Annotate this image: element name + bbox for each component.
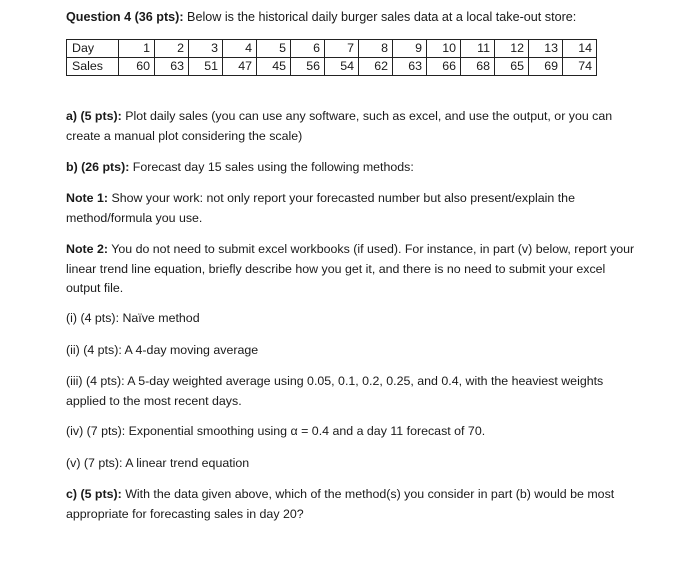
- table-cell: 5: [257, 40, 291, 58]
- part-a-label: a) (5 pts):: [66, 109, 122, 123]
- table-cell: 7: [325, 40, 359, 58]
- part-a-line2: create a manual plot considering the scale): [66, 128, 303, 143]
- method-iii: [66, 372, 656, 411]
- table-row-header: Sales: [67, 58, 119, 76]
- table-row-header: Day: [67, 40, 119, 58]
- table-cell: 66: [427, 58, 461, 76]
- table-cell: 10: [427, 40, 461, 58]
- table-cell: 8: [359, 40, 393, 58]
- method-v: [66, 454, 656, 474]
- table-cell: 6: [291, 40, 325, 58]
- part-c: [66, 485, 656, 524]
- part-c-line2: appropriate for forecasting sales in day 20?: [66, 506, 304, 521]
- note-1-label: Note 1:: [66, 191, 108, 205]
- table-cell: 45: [257, 58, 291, 76]
- part-b: [66, 158, 656, 178]
- method-i: [66, 309, 656, 329]
- part-c-line1: With the data given above, which of the method(s) you consider in part (b) would be most: [121, 487, 615, 501]
- method-v-text: (v) (7 pts): A linear trend equation: [66, 456, 250, 470]
- table-cell: 1: [119, 40, 155, 58]
- part-b-text: Forecast day 15 sales using the following methods:: [129, 160, 414, 174]
- note-2-line1: You do not need to submit excel workbooks (if used). For instance, in part (v) below, report your: [108, 242, 635, 256]
- table-cell: 63: [393, 58, 427, 76]
- note-2-label: Note 2:: [66, 242, 108, 256]
- table-row-sales: [67, 58, 597, 76]
- method-iii-line1: (iii) (4 pts): A 5-day weighted average using 0.05, 0.1, 0.2, 0.25, and 0.4, with the heaviest weights: [66, 374, 604, 388]
- table-cell: 56: [291, 58, 325, 76]
- table-cell: 13: [529, 40, 563, 58]
- table-cell: 65: [495, 58, 529, 76]
- method-i-text: (i) (4 pts): Naïve method: [66, 311, 200, 325]
- table-cell: 11: [461, 40, 495, 58]
- part-b-label: b) (26 pts):: [66, 160, 130, 174]
- table-cell: 60: [119, 58, 155, 76]
- method-iii-line2: applied to the most recent days.: [66, 393, 242, 408]
- table-cell: 74: [563, 58, 597, 76]
- table-cell: 68: [461, 58, 495, 76]
- method-ii: [66, 341, 656, 361]
- question-title: [66, 10, 576, 24]
- method-ii-text: (ii) (4 pts): A 4-day moving average: [66, 343, 259, 357]
- note-1-line2: method/formula you use.: [66, 210, 203, 225]
- note-2: [66, 240, 656, 299]
- question-text: Below is the historical daily burger sales data at a local take-out store:: [183, 10, 577, 24]
- table-cell: 69: [529, 58, 563, 76]
- method-iv-text: (iv) (7 pts): Exponential smoothing using α = 0.4 and a day 11 forecast of 70.: [66, 424, 486, 438]
- table-cell: 63: [155, 58, 189, 76]
- note-1: [66, 189, 656, 228]
- table-cell: 9: [393, 40, 427, 58]
- question-label: Question 4 (36 pts):: [66, 10, 184, 24]
- note-1-line1: Show your work: not only report your forecasted number but also present/explain the: [108, 191, 575, 205]
- table-cell: 14: [563, 40, 597, 58]
- part-c-label: c) (5 pts):: [66, 487, 122, 501]
- sales-data-table: [66, 39, 597, 76]
- table-row-days: [67, 40, 597, 58]
- note-2-line3: output file.: [66, 281, 124, 295]
- part-a-line1: Plot daily sales (you can use any software, such as excel, and use the output, or you can: [121, 109, 613, 123]
- method-iv: [66, 422, 656, 442]
- table-cell: 4: [223, 40, 257, 58]
- part-a: [66, 107, 656, 146]
- table-cell: 51: [189, 58, 223, 76]
- table-cell: 54: [325, 58, 359, 76]
- note-2-line2: linear trend line equation, briefly describe how you get it, and there is no need to submit your excel: [66, 261, 606, 276]
- table-cell: 62: [359, 58, 393, 76]
- table-cell: 47: [223, 58, 257, 76]
- table-cell: 2: [155, 40, 189, 58]
- table-cell: 12: [495, 40, 529, 58]
- table-cell: 3: [189, 40, 223, 58]
